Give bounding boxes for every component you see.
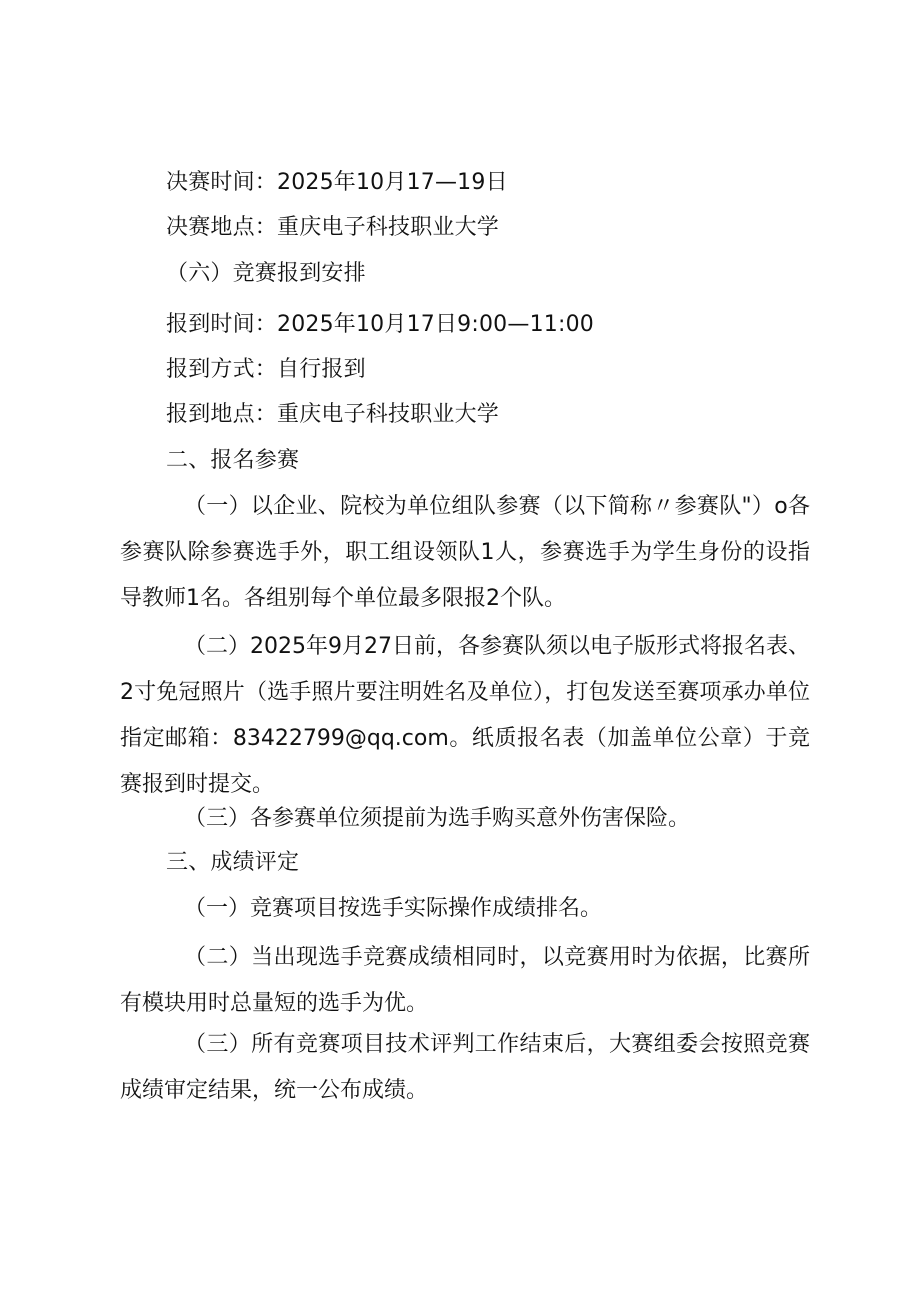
heading-signup: 二、报名参赛 [166, 448, 300, 473]
final-time-line: 决赛时间：2025年10月17—19日 [166, 170, 508, 195]
heading-scoring: 三、成绩评定 [166, 850, 300, 875]
signup-paragraph-2: （二）2025年9月27日前，各参赛队须以电子版形式将报名表、2寸免冠照片（选手照片要注明姓名及单位），打包发送至赛项承办单位指定邮箱：83422799@qq.com。纸质报名表（加盖单位公章）于竞赛报到时提交。 [120, 634, 810, 797]
final-place-line: 决赛地点：重庆电子科技职业大学 [166, 215, 500, 240]
signup-paragraph-3: （三）各参赛单位须提前为选手购买意外伤害保险。 [184, 806, 691, 831]
section-registration-arrangement: （六）竞赛报到安排 [166, 261, 366, 286]
scoring-paragraph-3: （三）所有竞赛项目技术评判工作结束后，大赛组委会按照竞赛成绩审定结果，统一公布成绩。 [120, 1032, 810, 1103]
scoring-paragraph-1: （一）竞赛项目按选手实际操作成绩排名。 [184, 896, 603, 921]
scoring-paragraph-2: （二）当出现选手竞赛成绩相同时，以竞赛用时为依据，比赛所有模块用时总量短的选手为优。 [120, 945, 810, 1016]
registration-method-line: 报到方式：自行报到 [166, 357, 366, 382]
signup-paragraph-1: （一）以企业、院校为单位组队参赛（以下简称〃参赛队"）o各参赛队除参赛选手外，职工组设领队1人，参赛选手为学生身份的设指导教师1名。各组别每个单位最多限报2个队。 [120, 494, 810, 611]
registration-time-line: 报到时间：2025年10月17日9:00—11:00 [166, 312, 594, 337]
registration-place-line: 报到地点：重庆电子科技职业大学 [166, 402, 500, 427]
